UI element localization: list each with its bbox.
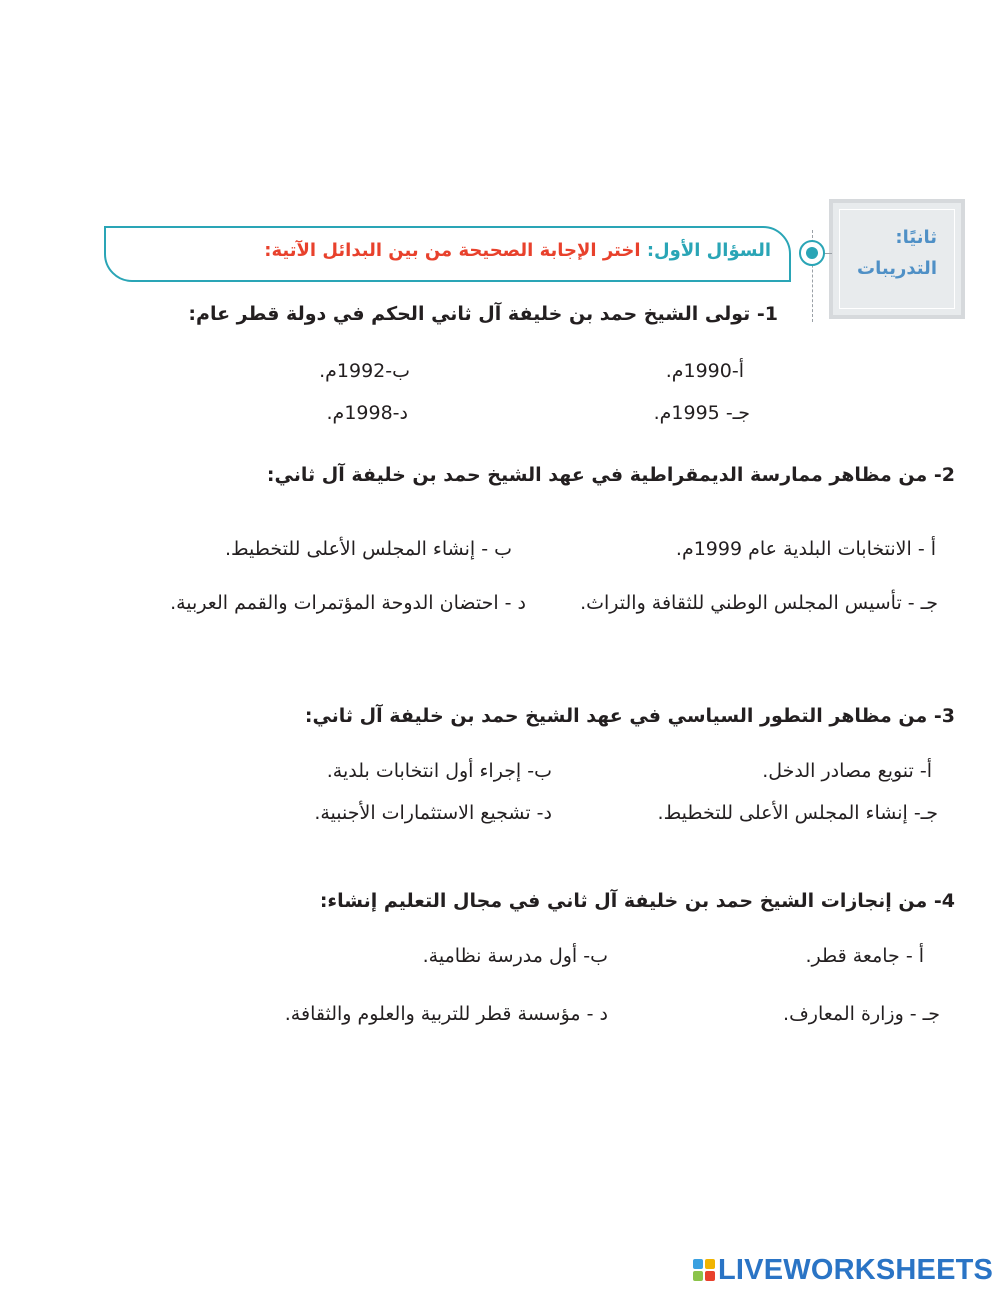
question-3-option-b[interactable]: ب- إجراء أول انتخابات بلدية. <box>326 760 552 782</box>
question-4-option-c[interactable]: جـ - وزارة المعارف. <box>783 1003 940 1025</box>
question-2-option-a[interactable]: أ - الانتخابات البلدية عام 1999م. <box>675 538 936 560</box>
banner-instruction: اختر الإجابة الصحيحة من بين البدائل الآتية: <box>264 240 641 261</box>
banner-text <box>264 240 771 261</box>
question-4-option-b[interactable]: ب- أول مدرسة نظامية. <box>422 945 608 967</box>
question-3-option-c[interactable]: جـ- إنشاء المجلس الأعلى للتخطيط. <box>657 802 938 824</box>
question-4-option-a[interactable]: أ - جامعة قطر. <box>805 945 924 967</box>
liveworksheets-logo-icon <box>693 1259 715 1281</box>
question-4-stem: 4- من إنجازات الشيخ حمد بن خليفة آل ثاني في مجال التعليم إنشاء: <box>319 890 955 912</box>
section-label-line2: التدريبات <box>857 258 937 279</box>
question-4-option-d[interactable]: د - مؤسسة قطر للتربية والعلوم والثقافة. <box>284 1003 608 1025</box>
liveworksheets-logo[interactable] <box>693 1254 993 1286</box>
question-1-option-a[interactable]: أ-1990م. <box>665 360 744 382</box>
bullet-circle-icon <box>799 240 825 266</box>
question-1-stem: 1- تولى الشيخ حمد بن خليفة آل ثاني الحكم في دولة قطر عام: <box>188 303 778 325</box>
question-3-option-d[interactable]: د- تشجيع الاستثمارات الأجنبية. <box>314 802 552 824</box>
question-2-option-b[interactable]: ب - إنشاء المجلس الأعلى للتخطيط. <box>224 538 512 560</box>
question-banner <box>104 226 791 282</box>
logo-text: LIVEWORKSHEETS <box>718 1253 994 1286</box>
question-1-option-b[interactable]: ب-1992م. <box>319 360 410 382</box>
section-label-line1: ثانيًا: <box>895 227 937 248</box>
question-3-option-a[interactable]: أ- تنويع مصادر الدخل. <box>762 760 932 782</box>
question-2-option-c[interactable]: جـ - تأسيس المجلس الوطني للثقافة والتراث. <box>580 592 938 614</box>
banner-title: السؤال الأول: <box>646 240 771 261</box>
question-2-stem: 2- من مظاهر ممارسة الديمقراطية في عهد الشيخ حمد بن خليفة آل ثاني: <box>266 464 955 486</box>
question-1-option-d[interactable]: د-1998م. <box>326 402 408 424</box>
question-1-option-c[interactable]: جـ- 1995م. <box>653 402 750 424</box>
question-2-option-d[interactable]: د - احتضان الدوحة المؤتمرات والقمم العربية. <box>170 592 526 614</box>
question-3-stem: 3- من مظاهر التطور السياسي في عهد الشيخ حمد بن خليفة آل ثاني: <box>304 705 955 727</box>
section-label-box <box>829 199 965 319</box>
